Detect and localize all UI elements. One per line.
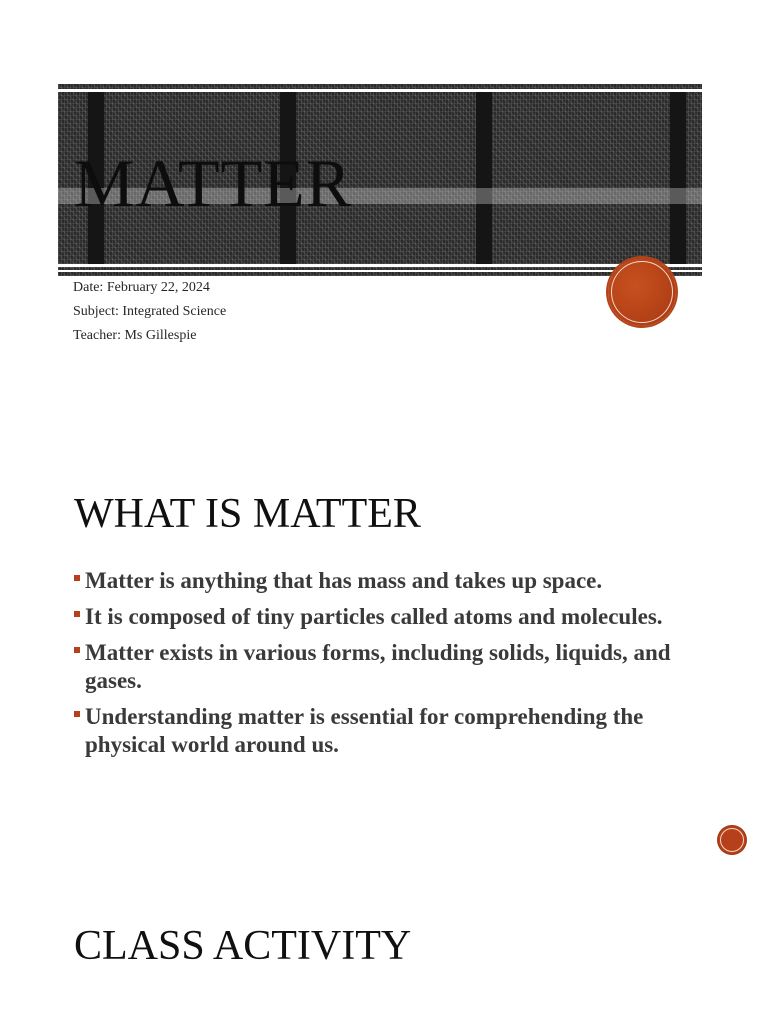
banner-rule-bottom	[58, 264, 702, 267]
square-bullet-icon	[74, 647, 80, 653]
bullet-text: Matter exists in various forms, including solids, liquids, and gases.	[85, 640, 671, 693]
square-bullet-icon	[74, 711, 80, 717]
teacher-text: Teacher: Ms Gillespie	[73, 328, 197, 343]
slide-title: MATTER	[74, 145, 352, 221]
bullet-item	[74, 603, 704, 631]
bullet-text: Understanding matter is essential for comprehending the physical world around us.	[85, 704, 644, 757]
class-activity-heading: CLASS ACTIVITY	[74, 923, 412, 969]
bullet-item	[74, 567, 704, 595]
decorative-circle-icon	[608, 258, 676, 326]
bullet-text: Matter is anything that has mass and takes up space.	[85, 568, 603, 593]
banner-rule-bottom-thin	[58, 270, 702, 272]
banner-stripe	[670, 92, 686, 264]
what-is-matter-heading: WHAT IS MATTER	[74, 491, 421, 537]
bullet-item	[74, 639, 704, 695]
decorative-circle-small-icon	[718, 826, 746, 854]
square-bullet-icon	[74, 611, 80, 617]
date-text: Date: February 22, 2024	[73, 280, 210, 295]
banner-rule-top	[58, 89, 702, 92]
bullet-text: It is composed of tiny particles called atoms and molecules.	[85, 604, 663, 629]
bullet-list	[74, 567, 704, 767]
bullet-item	[74, 703, 704, 759]
banner-stripe	[476, 92, 492, 264]
subject-text: Subject: Integrated Science	[73, 304, 227, 319]
square-bullet-icon	[74, 575, 80, 581]
